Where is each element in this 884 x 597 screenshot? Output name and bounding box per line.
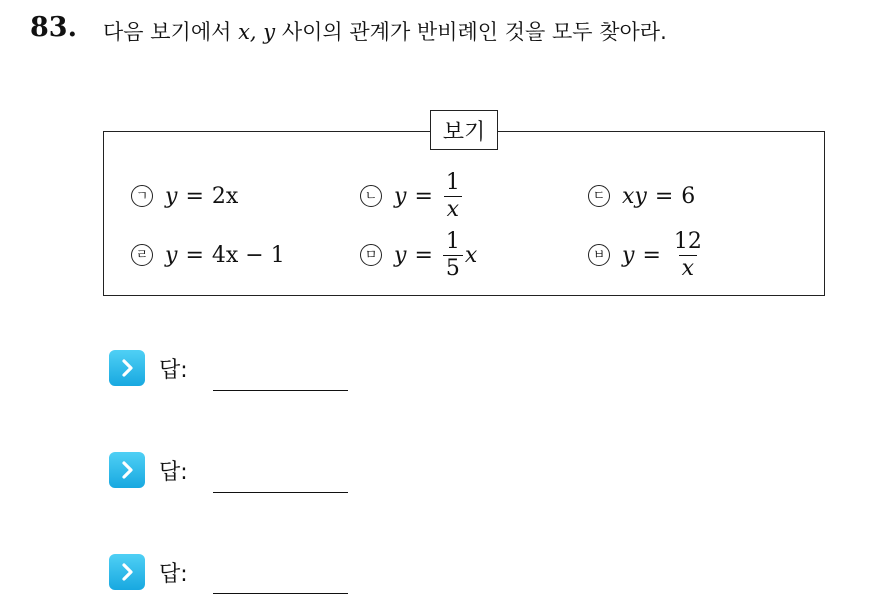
answer-row-1 [109,350,188,386]
example-item-6 [588,225,707,285]
item-operator: = [414,183,433,209]
item-operator: = [642,242,661,268]
item-lhs: y [394,183,407,209]
answer-label: 답: [159,357,188,383]
answer-blank-1[interactable] [213,390,348,391]
fraction [671,230,705,279]
item-lhs: y [165,242,178,268]
circled-marker: ㄴ [360,185,382,207]
question-number: 83. [30,12,77,43]
item-operator: = [654,183,674,209]
example-item-3 [588,166,695,226]
fraction-denominator: x [444,196,462,221]
item-lhs: y [622,242,635,268]
fraction [443,171,463,220]
item-operator: = [185,242,204,268]
chevron-right-icon [109,554,145,590]
answer-label: 답: [159,561,188,587]
item-rhs: 6 [681,183,696,209]
fraction-numerator: 1 [445,229,460,255]
circled-marker: ㄷ [588,185,610,207]
item-rhs: 4x − 1 [211,242,285,268]
fraction [443,230,463,279]
fraction-denominator: x [679,255,697,280]
chevron-right-icon [109,350,145,386]
circled-marker: ㅁ [360,244,382,266]
answer-blank-2[interactable] [213,492,348,493]
item-operator: = [185,183,204,209]
answer-row-3 [109,554,188,590]
question-text [103,16,667,46]
item-lhs: y [394,242,407,268]
example-item-5 [360,225,477,285]
example-item-4 [131,225,285,285]
fraction-denominator: 5 [443,255,463,280]
example-item-2 [360,166,465,226]
example-item-1 [131,166,238,226]
fraction-numerator: 1 [445,170,460,196]
item-suffix: x [464,242,478,268]
answer-blank-3[interactable] [213,593,348,594]
circled-marker: ㅂ [588,244,610,266]
answer-row-2 [109,452,188,488]
item-lhs: xy [622,183,647,209]
item-lhs: y [165,183,178,209]
question-variables: x, y [238,20,276,44]
circled-marker: ㄱ [131,185,153,207]
answer-label: 답: [159,459,188,485]
question-text-after: 사이의 관계가 반비례인 것을 모두 찾아라. [281,20,667,44]
question-text-before: 다음 보기에서 [103,20,232,44]
circled-marker: ㄹ [131,244,153,266]
fraction-numerator: 12 [673,229,702,255]
example-box-title: 보기 [430,110,498,150]
chevron-right-icon [109,452,145,488]
item-operator: = [414,242,433,268]
item-rhs: 2x [211,183,239,209]
